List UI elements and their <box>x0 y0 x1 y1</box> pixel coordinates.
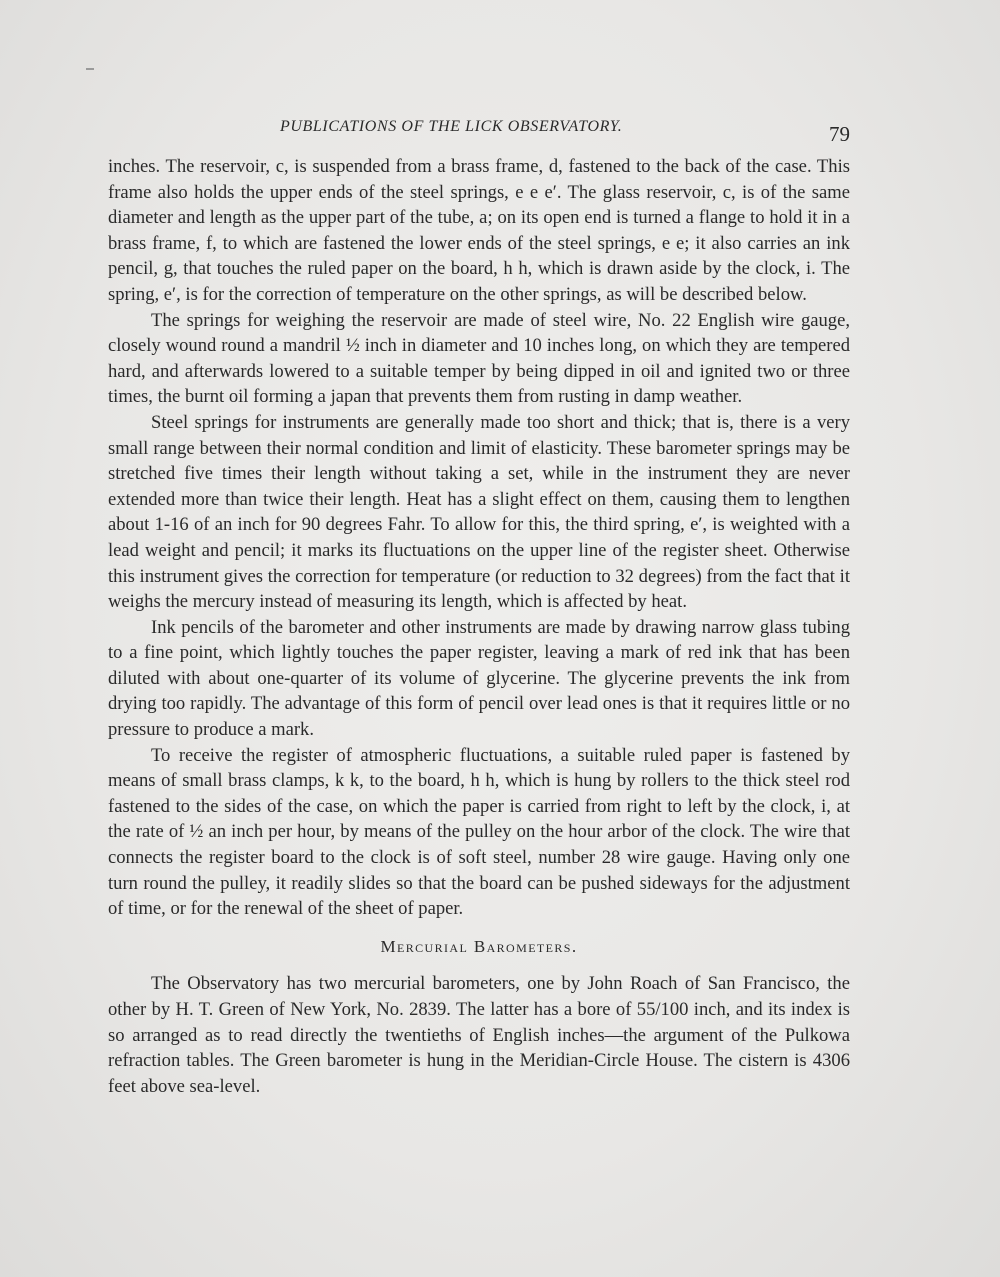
page-number: 79 <box>829 122 850 146</box>
page-header <box>280 116 850 146</box>
running-head: PUBLICATIONS OF THE LICK OBSERVATORY. <box>280 118 623 135</box>
paragraph-springs: The springs for weighing the reservoir are made of steel wire, No. 22 English wire gauge, closely wound round a mandril ½ inch in diameter and 10 inches long, on which they are tempered hard, and afterwards lowered to a suitable temper by being dipped in oil and ignited two or three times, the burnt oil forming a japan that prevents them from rusting in damp weather. <box>108 309 850 408</box>
paragraph-mercurial-barometers: The Observatory has two mercurial barometers, one by John Roach of San Francisco, the other by H. T. Green of New York, No. 2839. The latter has a bore of 55/100 inch, and its index is so arranged as to read directly the twentieths of English inches—the argument of the Pulkowa refraction tables. The Green barometer is hung in the Meridian-Circle House. The cistern is 4306 feet above sea-level. <box>108 973 850 1097</box>
paragraph-continued: inches. The reservoir, c, is suspended from a brass frame, d, fastened to the back of the case. This frame also holds the upper ends of the steel springs, e e e′. The glass reservoir, c, is of the same diameter and length as the upper part of the tube, a; on its open end is turned a flange to hold it in a brass frame, f, to which are fastened the lower ends of the steel springs, e e; it also carries an ink pencil, g, that touches the ruled paper on the board, h h, which is drawn aside by the clock, i. The spring, e′, is for the correction of temperature on the other springs, as will be described below. <box>108 156 850 305</box>
margin-mark <box>86 68 94 70</box>
paragraph-register: To receive the register of atmospheric fluctuations, a suitable ruled paper is fastened by means of small brass clamps, k k, to the board, h h, which is hung by rollers to the thick steel rod fastened to the sides of the case, on which the paper is carried from right to left by the clock, i, at the rate of ½ an inch per hour, by means of the pulley on the hour arbor of the clock. The wire that connects the register board to the clock is of soft steel, number 28 wire gauge. Having only one turn round the pulley, it readily slides so that the board can be pushed sideways for the adjustment of time, or for the renewal of the sheet of paper. <box>108 744 850 920</box>
paragraph-steel-springs: Steel springs for instruments are generally made too short and thick; that is, there is a very small range between their normal condition and limit of elasticity. These barometer springs may be stretched five times their length without taking a set, while in the instrument they are never extended more than twice their length. Heat has a slight effect on them, causing them to lengthen about 1-16 of an inch for 90 degrees Fahr. To allow for this, the third spring, e′, is weighted with a lead weight and pencil; it marks its fluctuations on the upper line of the register sheet. Otherwise this instrument gives the correction for temperature (or reduction to 32 degrees) from the fact that it weighs the mercury instead of measuring its length, which is affected by heat. <box>108 411 850 613</box>
section-heading: Mercurial Barometers. <box>380 936 578 956</box>
paragraph-ink-pencils: Ink pencils of the barometer and other instruments are made by drawing narrow glass tubing to a fine point, which lightly touches the paper register, leaving a mark of red ink that has been diluted with about one-quarter of its volume of glycerine. The glycerine prevents the ink from drying too rapidly. The advantage of this form of pencil over lead ones is that it requires little or no pressure to produce a mark. <box>108 616 850 741</box>
page-body <box>108 154 850 1099</box>
